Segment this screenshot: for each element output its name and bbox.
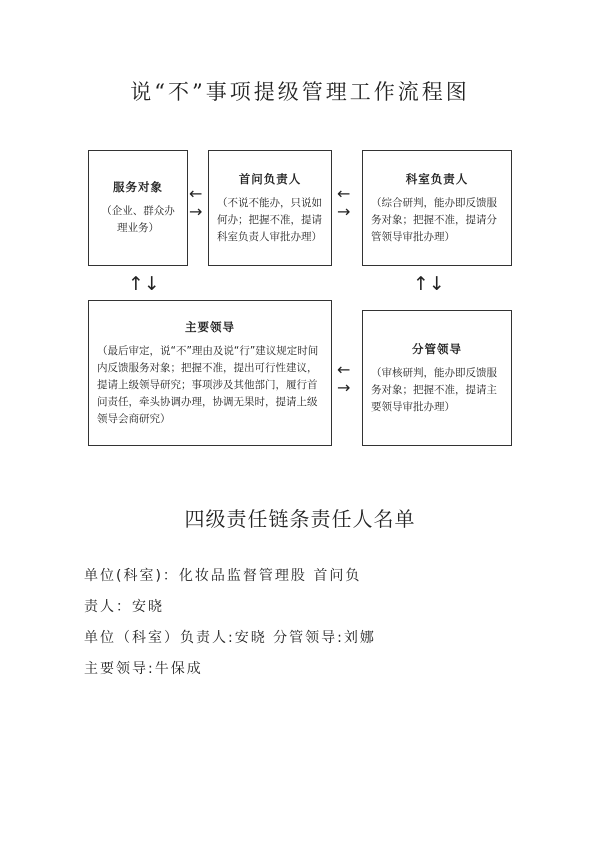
main-leader-title: 主要领导 xyxy=(185,319,235,334)
arrow-right-icon: → xyxy=(189,202,203,221)
arrow-up-down-icon: ↑↓ xyxy=(128,273,160,295)
list-line-1: 单位(科室)：化妆品监督管理股 首问负 xyxy=(84,568,362,584)
list-line-2: 责人：安晓 xyxy=(84,599,164,615)
dept-head-text: （综合研判，能办即反馈服务对象；把握不准，提请分管领导审批办理） xyxy=(371,196,497,243)
responsibility-list-title: 四级责任链条责任人名单 xyxy=(184,507,416,531)
dept-head-title: 科室负责人 xyxy=(405,171,469,186)
first-responsible-text: （不说不能办，只说如何办；把握不准，提请科室负责人审批办理） xyxy=(217,196,322,243)
service-target-title: 服务对象 xyxy=(113,180,163,194)
arrow-up-down-icon: ↑↓ xyxy=(413,273,445,295)
arrow-right-icon: → xyxy=(337,378,351,397)
branch-leader-title: 分管领导 xyxy=(412,341,462,356)
branch-leader-box xyxy=(362,310,512,446)
arrow-left-icon: ← xyxy=(337,360,351,379)
page-title: 说“不”事项提级管理工作流程图 xyxy=(130,80,470,104)
service-target-box xyxy=(88,150,188,266)
main-leader-text: （最后审定，说“不”理由及说“行”建议规定时间内反馈服务对象；把握不准，提出可行性建议，提请上级领导研究；事项涉及其他部门，履行首问责任，牵头协调办理，协调无果时，提请上级领导会商研究） xyxy=(97,344,319,425)
arrow-left-icon: ← xyxy=(337,184,351,203)
dept-head-box xyxy=(362,150,512,266)
first-responsible-box xyxy=(208,150,332,266)
list-line-3: 单位（科室）负责人:安晓 分管领导:刘娜 xyxy=(84,630,376,646)
service-target-text: （企业、群众办理业务） xyxy=(101,205,175,234)
branch-leader-text: （审核研判，能办即反馈服务对象；把握不准，提请主要领导审批办理） xyxy=(371,366,497,413)
main-leader-box xyxy=(88,300,332,446)
arrow-right-icon: → xyxy=(337,202,351,221)
first-responsible-title: 首问负责人 xyxy=(238,171,302,186)
list-line-4: 主要领导:牛保成 xyxy=(84,661,203,677)
arrow-left-icon: ← xyxy=(189,184,203,203)
